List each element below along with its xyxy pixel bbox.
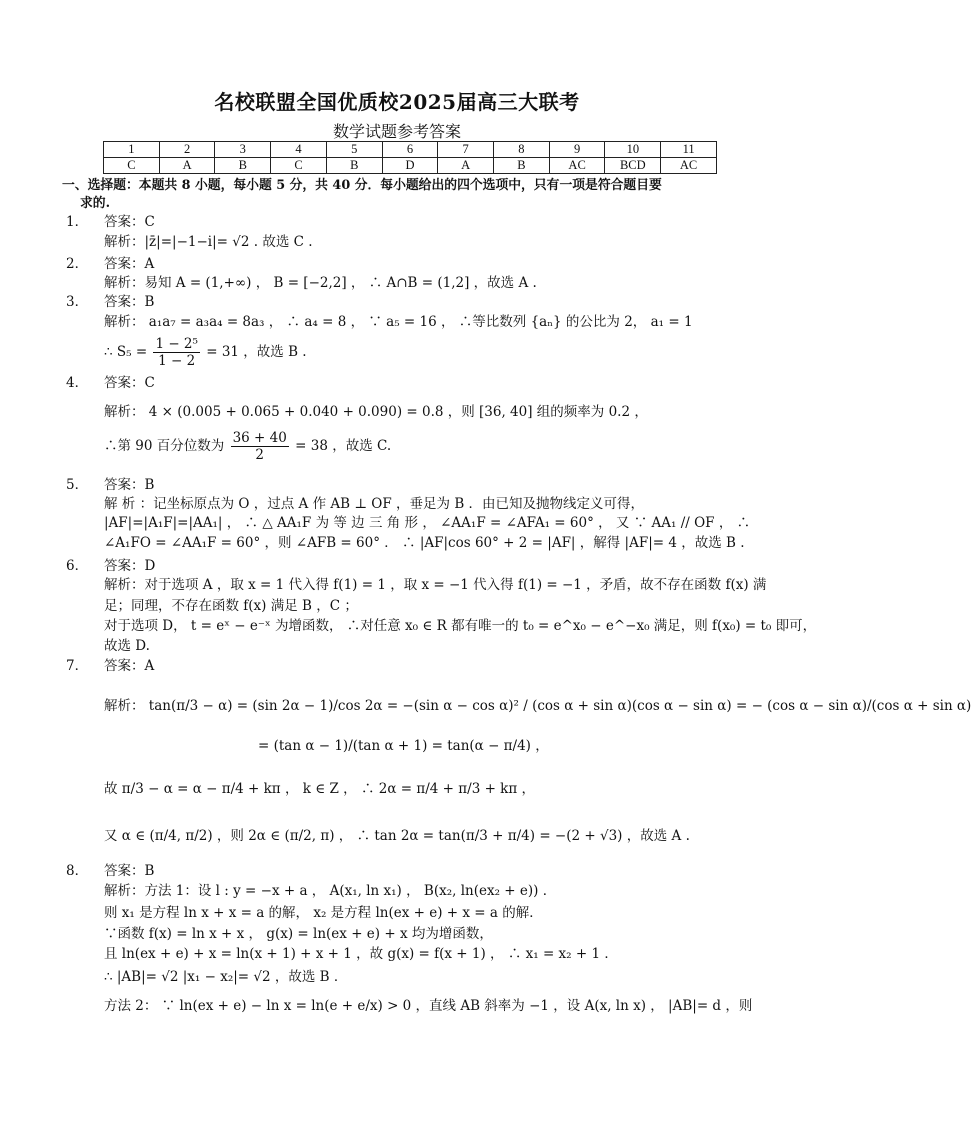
table-cell: C [104, 158, 160, 174]
table-cell: 1 [104, 142, 160, 158]
answer-line: 答案：B [104, 863, 155, 879]
fraction-numerator: 1 − 2⁵ [155, 336, 198, 352]
table-cell: 7 [438, 142, 494, 158]
table-cell: A [438, 158, 494, 174]
formula-line [104, 430, 391, 463]
analysis-line: 对于选项 D， t = eˣ − e⁻ˣ 为增函数， ∴对任意 x₀ ∈ R 都有唯一的 t₀ = e^x₀ − e^−x₀ 满足，则 f(x₀) = t₀ 即可， [104, 618, 817, 634]
analysis-line: 足；同理，不存在函数 f(x) 满足 B ，C ； [104, 598, 358, 614]
page-title: 名校联盟全国优质校2025届高三大联考 [214, 90, 580, 114]
question-number: 3． [66, 294, 89, 310]
answer-line: 答案：C [104, 214, 155, 230]
fraction [231, 430, 289, 463]
formula-prefix: ∴ S₅ = [104, 344, 148, 360]
question-number: 7． [66, 658, 89, 674]
table-cell: B [326, 158, 382, 174]
formula-suffix: = 38 ，故选 C. [295, 438, 392, 454]
analysis-line: 解析：|z̄|=|−1−i|= √2 . 故选 C . [104, 234, 313, 250]
fraction-denominator: 1 − 2 [158, 353, 196, 369]
answer-table [103, 141, 717, 174]
answer-line: 答案：C [104, 375, 155, 391]
fraction-numerator: 36 + 40 [232, 430, 287, 446]
analysis-line: |AF|=|A₁F|=|AA₁| ， ∴ △ AA₁F 为 等 边 三 角 形 ， ∠AA₁F = ∠AFA₁ = 60° ， 又 ∵ AA₁ // OF ， ∴ [104, 515, 751, 531]
analysis-line: 解析： 4 × (0.005 + 0.065 + 0.040 + 0.090) = 0.8 ，则 [36, 40] 组的频率为 0.2 ， [104, 404, 648, 420]
analysis-line: 解析：方法 1：设 l : y = −x + a ， A(x₁, ln x₁) ， B(x₂, ln(ex₂ + e)) ． [104, 883, 557, 899]
analysis-line: 方法 2： ∵ ln(ex + e) − ln x = ln(e + e/x) > 0 ，直线 AB 斜率为 −1 ，设 A(x, ln x) ， |AB|= d ，则 [104, 998, 753, 1014]
analysis-line: 故 π/3 − α = α − π/4 + kπ ， k ∈ Z ， ∴ 2α = π/4 + π/3 + kπ ， [104, 781, 536, 797]
page-subtitle: 数学试题参考答案 [332, 122, 461, 141]
analysis-line: 故选 D. [104, 638, 150, 654]
answer-line: 答案：B [104, 294, 155, 310]
analysis-line: 解析： tan(π/3 − α) = (sin 2α − 1)/cos 2α = −(sin α − cos α)² / (cos α + sin α)(cos α − sin α) = − (cos α − sin α)/(cos α + sin α) [104, 698, 971, 714]
table-cell: BCD [605, 158, 661, 174]
fraction-denominator: 2 [255, 447, 264, 463]
fraction [153, 336, 199, 369]
question-number: 5． [66, 477, 89, 493]
analysis-line: ∠A₁FO = ∠AA₁F = 60° ，则 ∠AFB = 60° ． ∴ |AF|cos 60° + 2 = |AF| ，解得 |AF|= 4 ，故选 B . [104, 535, 745, 551]
answer-line: 答案：B [104, 477, 155, 493]
table-cell: B [494, 158, 550, 174]
table-cell: 8 [494, 142, 550, 158]
question-number: 4． [66, 375, 89, 391]
answer-line: 答案：A [104, 658, 155, 674]
analysis-line: 解析： a₁a₇ = a₃a₄ = 8a₃ ， ∴ a₄ = 8 ， ∵ a₅ = 16 ， ∴等比数列 {aₙ} 的公比为 2， a₁ = 1 [104, 314, 693, 330]
formula-prefix: ∴第 90 百分位数为 [104, 438, 225, 454]
table-cell: 4 [271, 142, 327, 158]
answer-line: 答案：A [104, 256, 155, 272]
answer-table-number-row [104, 142, 717, 158]
table-cell: 3 [215, 142, 271, 158]
question-number: 1． [66, 214, 89, 230]
table-cell: 10 [605, 142, 661, 158]
table-cell: 6 [382, 142, 438, 158]
analysis-line: = (tan α − 1)/(tan α + 1) = tan(α − π/4) ， [258, 738, 549, 754]
table-cell: 9 [549, 142, 605, 158]
analysis-line: 又 α ∈ (π/4, π/2) ，则 2α ∈ (π/2, π) ， ∴ tan 2α = tan(π/3 + π/4) = −(2 + √3) ，故选 A . [104, 828, 690, 844]
table-cell: D [382, 158, 438, 174]
answer-table-answer-row [104, 158, 717, 174]
table-cell: C [271, 158, 327, 174]
analysis-line: ∴ |AB|= √2 |x₁ − x₂|= √2 ，故选 B ． [104, 969, 348, 985]
table-cell: 5 [326, 142, 382, 158]
table-cell: 11 [661, 142, 717, 158]
formula-line [104, 336, 307, 369]
question-number: 2． [66, 256, 89, 272]
question-number: 8． [66, 863, 89, 879]
analysis-line: 则 x₁ 是方程 ln x + x = a 的解， x₂ 是方程 ln(ex + e) + x = a 的解． [104, 905, 543, 921]
table-cell: AC [549, 158, 605, 174]
table-cell: A [159, 158, 215, 174]
section-heading-cont: 求的. [80, 196, 111, 211]
analysis-line: 且 ln(ex + e) + x = ln(x + 1) + x + 1 ，故 g(x) = f(x + 1) ， ∴ x₁ = x₂ + 1 ． [104, 946, 618, 962]
analysis-line: 解析：对于选项 A ，取 x = 1 代入得 f(1) = 1 ，取 x = −1 代入得 f(1) = −1 ，矛盾，故不存在函数 f(x) 满 [104, 577, 767, 593]
table-cell: 2 [159, 142, 215, 158]
analysis-line: ∵函数 f(x) = ln x + x ， g(x) = ln(ex + e) + x 均为增函数， [104, 926, 493, 942]
analysis-line: 解析：易知 A = (1,+∞) ， B = [−2,2] ， ∴ A∩B = (1,2] ，故选 A . [104, 275, 537, 291]
section-heading: 一、选择题：本题共 8 小题，每小题 5 分，共 40 分．每小题给出的四个选项中，只有一项是符合题目要 [62, 178, 662, 193]
table-cell: AC [661, 158, 717, 174]
table-cell: B [215, 158, 271, 174]
analysis-line: 解 析 ：记坐标原点为 O ，过点 A 作 AB ⊥ OF ，垂足为 B ．由已知及抛物线定义可得， [104, 496, 645, 512]
formula-suffix: = 31 ，故选 B . [206, 344, 307, 360]
answer-line: 答案：D [104, 558, 156, 574]
question-number: 6． [66, 558, 89, 574]
